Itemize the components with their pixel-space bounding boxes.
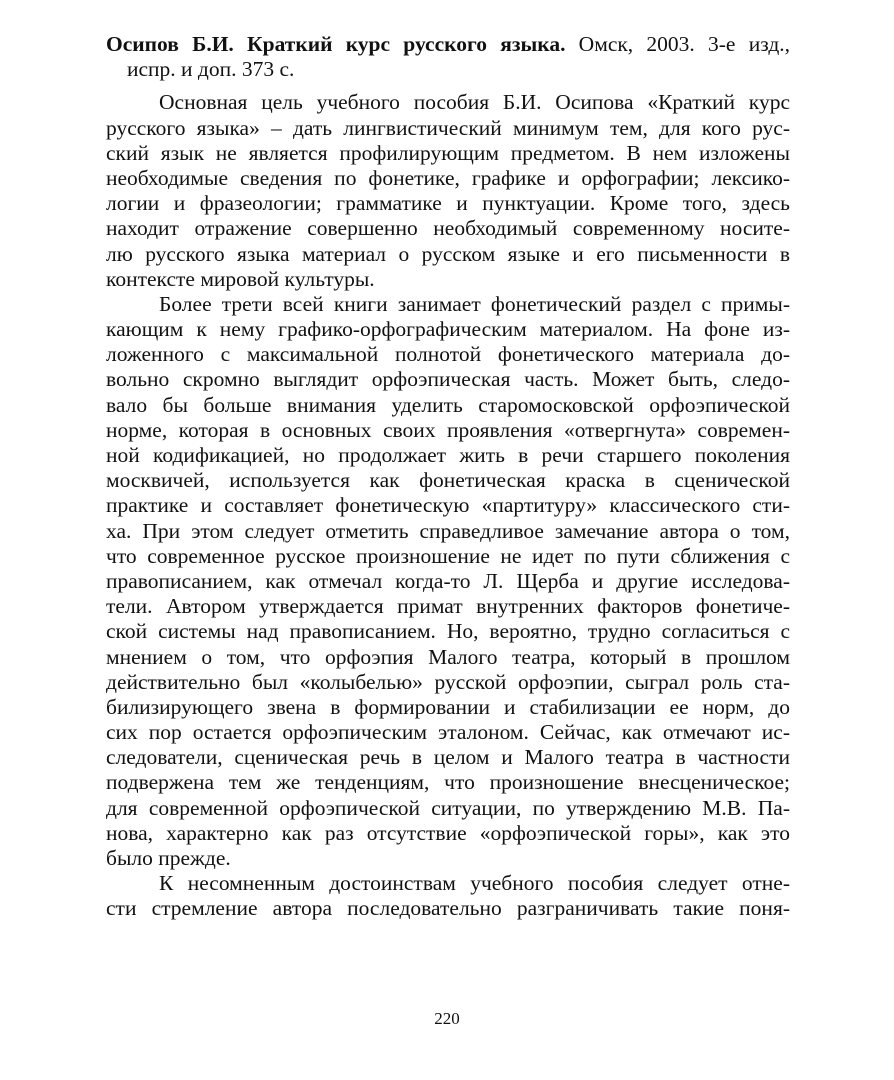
paragraph-line: для современной орфоэпической ситуации, по утверждению М.В. Па- [106,795,790,820]
paragraph-line: тели. Автором утверждается примат внутренних факторов фонетиче- [106,594,790,619]
paragraph-line: практике и составляет фонетическую «партитуру» классического сти- [106,493,790,518]
paragraph-3 [106,871,790,921]
paragraph-line: сти стремление автора последовательно разграничивать такие поня- [106,896,790,921]
paragraph-line: Более трети всей книги занимает фонетический раздел с примы- [159,291,790,316]
paragraph-line: вольно скромно выглядит орфоэпическая часть. Может быть, следо- [106,367,790,392]
page-number: 220 [434,1009,460,1028]
paragraph-line: действительно был «колыбелью» русской орфоэпии, сыграл роль ста- [106,669,790,694]
paragraph-line: москвичей, используется как фонетическая краска в сценической [106,468,790,493]
paragraph-line: ха. При этом следует отметить справедливое замечание автора о том, [106,518,790,543]
paragraph-line: подвержена тем же тенденциям, что произношение внесценическое; [106,770,790,795]
paragraph-line: вало бы больше внимания уделить старомосковской орфоэпической [106,392,790,417]
paragraph-line: Основная цель учебного пособия Б.И. Осипова «Краткий курс [159,90,790,115]
paragraph-line: ной кодификацией, но продолжает жить в речи старшего поколения [106,443,790,467]
paragraph-line: ский язык не является профилирующим предметом. В нем изложены [106,140,790,165]
paragraph-line: логии и фразеологии; грамматике и пунктуации. Кроме того, здесь [106,191,790,216]
review-heading-line-2: испр. и доп. 373 с. [127,57,295,82]
paragraph-line: ской системы над правописанием. Но, вероятно, трудно согласиться с [106,619,790,644]
paragraph-line: сих пор остается орфоэпическим эталоном. Сейчас, как отмечают ис- [106,720,790,745]
paragraph-line: необходимые сведения по фонетике, графике и орфографии; лексико- [106,165,790,190]
paragraph-line: следователи, сценическая речь в целом и Малого театра в частности [106,745,790,770]
paragraph-line: находит отражение совершенно необходимый современному носите- [106,216,790,241]
book-author-title: Осипов Б.И. Краткий курс русского языка. [106,32,566,56]
paragraph-line: кающим к нему графико-орфографическим материалом. На фоне из- [106,317,790,342]
paragraph-1 [106,90,790,292]
paragraph-line: что современное русское произношение не идет по пути сближения с [106,543,790,568]
paragraph-line: билизирующего звена в формировании и стабилизации ее норм, до [106,694,790,719]
paragraph-2 [106,292,790,871]
publication-info: Омск, 2003. 3-е изд., [565,32,791,56]
paragraph-line: правописанием, как отмечал когда-то Л. Щерба и другие исследова- [106,568,790,593]
paragraph-line: русского языка» – дать лингвистический минимум тем, для кого рус- [106,115,790,140]
paragraph-line: мнением о том, что орфоэпия Малого театра, который в прошлом [106,644,790,669]
paragraph-line: было прежде. [106,846,231,870]
paragraph-line: норме, которая в основных своих проявления «отвергнута» современ- [106,417,790,442]
paragraph-line: нова, характерно как раз отсутствие «орфоэпической горы», как это [106,820,790,845]
paragraph-line: К несомненным достоинствам учебного пособия следует отне- [159,871,790,896]
review-heading-line-1 [106,32,790,57]
spacer [106,82,790,90]
paragraph-line: лю русского языка материал о русском языке и его письменности в [106,241,790,266]
paragraph-line: ложенного с максимальной полнотой фонетического материала до- [106,342,790,367]
paragraph-line: контексте мировой культуры. [106,266,375,291]
page-content [106,32,790,922]
